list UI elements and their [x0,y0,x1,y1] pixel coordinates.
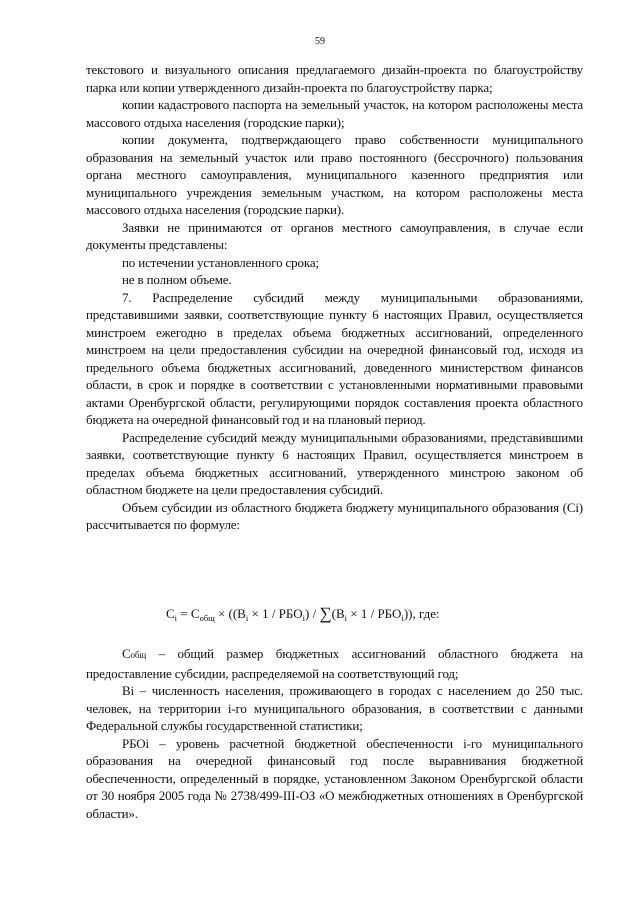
formula-cobsh: C [190,606,200,621]
formula-rbo-sub: i [401,613,404,623]
paragraph: Объем субсидии из областного бюджета бюджету муниципального образования (Ci) рассчитывается по формуле: [86,499,583,532]
paragraph: Распределение субсидий между муниципальными образованиями, представившими заявки, соответствующие пункту 6 настоящих Правил, осуществляется минстроем в пределах объема бюджетных ассигнований, утвержденного минстрою законом об областном бюджете на цели предоставления субсидий. [86,429,583,497]
formula-part: × ((B [214,606,246,621]
document-body-top [86,61,583,534]
paragraph: 7. Распределение субсидий между муниципальными образованиями, представившими заявки, соответствующие пункту 6 настоящих Правил, осуществляется минстроем ежегодно в пределах объема бюджетных ассигнований, определенного минстроем на цели предоставления субсидии на очередной финансовый год, исходя из предельного объема бюджетных ассигнований, доведенного министерством финансов области, в срок и порядке в соответствии с установленными нормативными правовыми актами Оренбургской области, регулирующими порядок составления проекта областного бюджета на очередной финансовый год и на плановый период. [86,289,583,427]
formula-eq: = [177,606,191,621]
formula-b-sub: i [245,613,249,623]
paragraph: не в полном объеме. [122,272,232,287]
formula-part: ) / [305,606,320,621]
formula-tail: )), где: [403,606,440,621]
definition-text: – общий размер бюджетных ассигнований областного бюджета на предоставление субсидии, распределяемой на соответствующий год; [86,646,583,681]
definition-rboi: РБОi – уровень расчетной бюджетной обеспеченности i-го муниципального образования на очередной финансовый год после выравнивания бюджетной обеспеченности, определенный в порядке, установленном Законом Оренбургской области от 30 ноября 2005 года № 2738/499-III-ОЗ «О межбюджетных отношениях в Оренбургской области». [86,735,583,821]
paragraph: текстового и визуального описания предлагаемого дизайн-проекта по благоустройству парка или копии утвержденного дизайн-проекта по благоустройству парка; [86,62,583,95]
formula-part: × 1 / РБО [347,606,402,621]
definition-bi: Bi – численность населения, проживающего в городах с населением до 250 тыс. человек, на территории i-го муниципального образования, в соответствии с данными Федеральной службы государственной статистики; [86,683,583,733]
subsidy-formula [166,606,440,626]
formula-b-sub: i [344,613,347,623]
definition-lead-sub: общ [130,650,147,660]
page-number: 59 [315,36,325,47]
paragraph: копии кадастрового паспорта на земельный участок, на котором расположены места массового отдыха населения (городские парки); [86,97,583,130]
formula-rbo-sub: i [302,613,306,623]
document-body-definitions [86,645,583,822]
definition-cobsh [86,645,583,682]
paragraph: по истечении установленного срока; [122,254,319,270]
paragraph: копии документа, подтверждающего право собственности муниципального образования на земельный участок или право постоянного (бессрочного) пользования органа местного самоуправления, муниципального казенного предприятия или муниципального учреждения земельным участком, на котором расположены места массового отдыха населения (городские парки). [86,132,583,217]
formula-part: × 1 / РБО [248,606,303,621]
definition-lead: С [122,646,131,661]
formula-cobsh-sub: общ [199,613,215,623]
formula-ci-sub: i [174,613,178,623]
paragraph: Заявки не принимаются от органов местного самоуправления, в случае если документы представлены: [86,219,583,252]
formula-ci: C [166,606,175,621]
formula-part: (B [331,606,345,621]
sum-symbol: ∑ [319,604,332,623]
